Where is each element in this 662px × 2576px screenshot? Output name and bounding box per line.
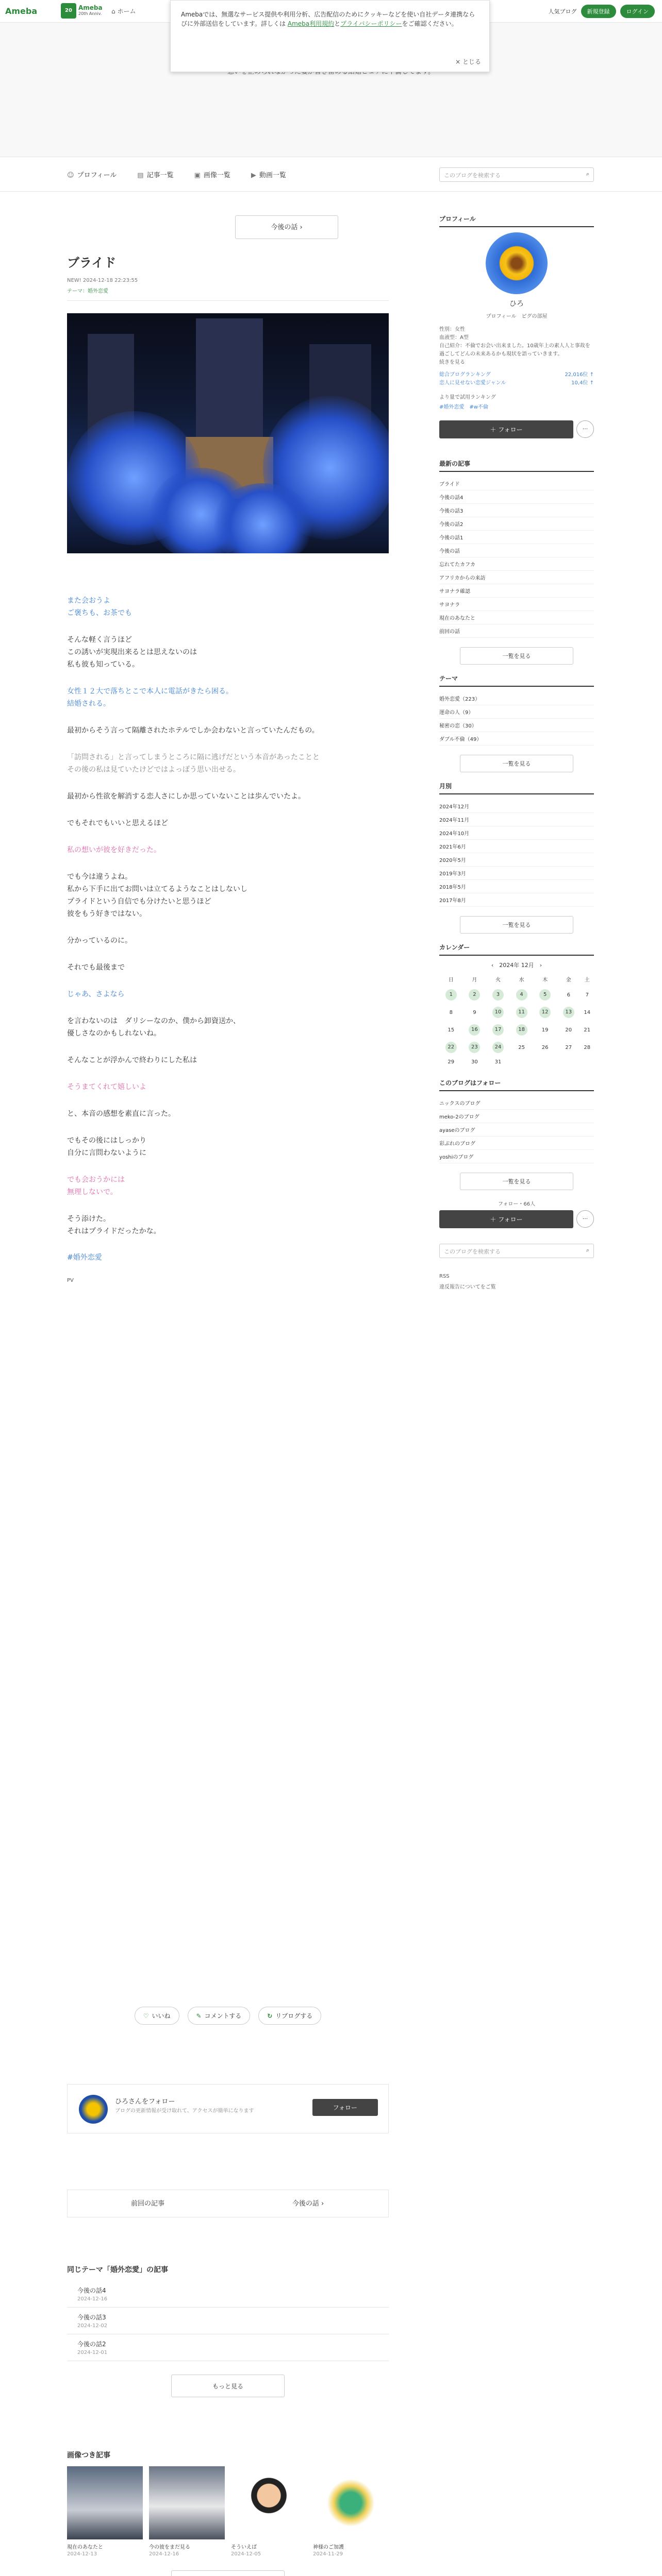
- more-button[interactable]: もっと見る: [171, 2375, 285, 2397]
- sidebar-item-recent[interactable]: ブライド: [439, 477, 594, 490]
- next-article-button-top[interactable]: 今後の話 ›: [235, 215, 338, 239]
- rss-link[interactable]: RSS: [439, 1274, 450, 1279]
- theme-more-button[interactable]: 一覧を見る: [460, 755, 573, 772]
- sidebar-item-recent[interactable]: 忘れてたカフカ: [439, 557, 594, 571]
- entry-paragraph: 女性１２大で落ちとこで本人に電話がきたら困る。 結婚される。: [67, 687, 233, 708]
- profile-image[interactable]: [486, 232, 548, 294]
- sidebar-item-theme[interactable]: 婚外恋愛（223）: [439, 692, 594, 705]
- calendar-day[interactable]: 24: [486, 1039, 510, 1056]
- calendar-day[interactable]: 1: [439, 986, 463, 1004]
- sidebar-item-friend[interactable]: ニックスのブログ: [439, 1096, 594, 1110]
- entry-paragraph: 最初からそう言って隔離されたホテルでしか会わないと言っていたんだもの。: [67, 726, 319, 735]
- person-icon: ☺: [67, 172, 74, 179]
- sidebar-follow-2: [439, 1210, 594, 1228]
- cookie-notice: Amebaでは、無選なサービス提供や利用分析、広告配信のためにクッキーなどを使い自社データ連携ならびに外部送信をしています。詳しくは Ameba利用規約とプライバシーポリシーをご確認ください。 × とじる: [170, 0, 490, 72]
- month-list: [439, 800, 594, 907]
- signup-button[interactable]: 新規登録: [581, 5, 616, 18]
- calendar-day: 20: [565, 1027, 572, 1033]
- sidebar-item-theme[interactable]: 秘密の恋（30）: [439, 719, 594, 732]
- sidebar-item-month[interactable]: 2024年12月: [439, 800, 594, 813]
- reblog-button[interactable]: ↻ リブログする: [258, 2007, 321, 2025]
- sidebar-item-month[interactable]: 2024年11月: [439, 813, 594, 826]
- sidebar-item-recent[interactable]: 今後の話4: [439, 490, 594, 504]
- calendar-day: 6: [567, 992, 570, 998]
- sidebar-item-month[interactable]: 2020年5月: [439, 853, 594, 867]
- sidebar-item-recent[interactable]: 今後の話: [439, 544, 594, 557]
- image-icon: ▣: [194, 172, 201, 179]
- calendar-day[interactable]: 4: [510, 986, 534, 1004]
- entry-paragraph: 分かっているのに。: [67, 937, 132, 945]
- sidebar-item-recent[interactable]: 今後の話2: [439, 517, 594, 531]
- list-item[interactable]: 今後の話2 2024-12-01: [67, 2334, 389, 2361]
- entry-paragraph: を言わないのは ダリシーなのか、僕から卸資送か、 優しさなのかもしれないね。: [67, 1017, 240, 1038]
- entry-paragraph: そう添けた。 それはプライドだったかな。: [67, 1215, 161, 1235]
- nav-entries[interactable]: ▤ 記事一覧: [137, 172, 174, 179]
- friends-more-button[interactable]: 一覧を見る: [460, 1173, 573, 1190]
- calendar-heading: カレンダー: [439, 943, 594, 956]
- calendar-day[interactable]: 5: [533, 986, 557, 1004]
- sidebar-search-input[interactable]: このブログを検索する ⌕: [439, 1244, 594, 1258]
- photo-article[interactable]: 現在のあなたと 2024-12-13: [67, 2466, 143, 2557]
- profile-info: 性別：女性 血液型：A型 自己紹介：不倫でお会い出来ました。10歳年上の素人人と事故を過ごしてどんの未来あるかも現状を語っていきます。 続きを見る: [439, 327, 590, 365]
- calendar-day: 21: [584, 1027, 591, 1033]
- heart-icon: ♡: [143, 2012, 149, 2020]
- sidebar-follow-button[interactable]: ＋ フォロー: [439, 420, 573, 438]
- sidebar-item-month[interactable]: 2019年3月: [439, 867, 594, 880]
- privacy-link[interactable]: プライバシーポリシー: [340, 20, 402, 27]
- entry-meta: [67, 278, 389, 301]
- same-theme-articles: [67, 2264, 389, 2411]
- entry-theme-link[interactable]: テーマ：婚外恋愛: [67, 289, 108, 294]
- calendar-day: 26: [541, 1044, 549, 1050]
- anniversary-badge: 20: [61, 3, 76, 19]
- theme-heading: テーマ: [439, 674, 594, 687]
- calendar-day: 8: [449, 1009, 453, 1015]
- article-pager: [67, 2190, 389, 2217]
- calendar-title[interactable]: ‹ 2024年 12月 ›: [491, 962, 542, 969]
- popular-blogs-link[interactable]: 人気ブログ: [548, 8, 577, 15]
- sidebar-follow: [439, 420, 594, 438]
- calendar-day[interactable]: 2: [463, 986, 487, 1004]
- follow-description: ブログの更新情報が受け取れて、アクセスが簡単になります: [115, 2108, 254, 2114]
- sidebar-item-recent[interactable]: 前回の話: [439, 624, 594, 638]
- report-link[interactable]: 違反報告についてをご覧: [439, 1284, 496, 1290]
- cookie-close-button[interactable]: × とじる: [455, 58, 481, 65]
- calendar-day: 7: [585, 992, 589, 998]
- sidebar-item-recent[interactable]: 今後の話3: [439, 504, 594, 517]
- entry-paragraph: 私の想いが彼を好きだった。: [67, 846, 161, 854]
- calendar-day: [533, 1056, 557, 1068]
- calendar-day[interactable]: 22: [439, 1039, 463, 1056]
- profile-heading: プロフィール: [439, 214, 594, 227]
- calendar-weekday: 月: [472, 977, 477, 983]
- recent-more-button[interactable]: 一覧を見る: [460, 647, 573, 665]
- comment-button[interactable]: ✎ コメントする: [188, 2007, 251, 2025]
- calendar-day[interactable]: 18: [510, 1021, 534, 1039]
- calendar-day[interactable]: 23: [463, 1039, 487, 1056]
- more-button[interactable]: [171, 2570, 285, 2576]
- action-buttons: [67, 2007, 389, 2025]
- entry-photo-night-illumination[interactable]: [67, 313, 389, 553]
- entry-date: NEW! 2024-12-18 22:23:55: [67, 278, 138, 283]
- calendar-weekday: 日: [448, 977, 454, 983]
- next-article-link[interactable]: 今後の話 ›: [292, 2200, 324, 2208]
- anniversary-logo: Ameba 20th Anniv.: [78, 4, 103, 16]
- calendar-weekday: 火: [495, 977, 501, 983]
- calendar-day: [510, 1056, 534, 1068]
- calendar-day: 14: [584, 1009, 591, 1015]
- profile-name[interactable]: ひろ: [509, 300, 524, 308]
- reblog-icon: ↻: [267, 2012, 273, 2020]
- calendar-day[interactable]: 12: [533, 1004, 557, 1021]
- entry-paragraph: 最初から性欲を解消する恋人さにしか思っていないことは歩んでいたよ。: [67, 792, 305, 801]
- terms-link[interactable]: Ameba利用規約: [287, 20, 335, 27]
- search-icon: ⌕: [586, 1247, 589, 1253]
- entry: [67, 252, 389, 1283]
- follow-title: ひろさんをフォロー: [115, 2098, 175, 2106]
- global-nav: [0, 157, 662, 192]
- sidebar-item-month[interactable]: 2021年6月: [439, 840, 594, 853]
- calendar-day: 28: [584, 1044, 591, 1050]
- more-options-button-2[interactable]: ···: [576, 1210, 594, 1228]
- calendar-day: 25: [518, 1044, 525, 1050]
- friends-list: [439, 1096, 594, 1163]
- follower-count[interactable]: フォロー・66人: [498, 1201, 536, 1207]
- like-button[interactable]: ♡ いいね: [135, 2007, 179, 2025]
- ameba-logo[interactable]: Ameba: [5, 6, 38, 16]
- entry-paragraph: また会おうよ ご褒ちも、お茶でも: [67, 597, 132, 617]
- calendar-weekday: 土: [584, 977, 590, 983]
- top-nav-home[interactable]: ⌂ ホーム: [111, 8, 136, 15]
- calendar-day[interactable]: 11: [510, 1004, 534, 1021]
- sidebar-item-friend[interactable]: 彩ぶれのブログ: [439, 1137, 594, 1150]
- sidebar-item-friend[interactable]: ayaseのブログ: [439, 1123, 594, 1137]
- entry-paragraph: でも会おうかには 無理しないで。: [67, 1176, 125, 1196]
- month-heading: 月別: [439, 782, 594, 794]
- pv-label: PV: [67, 1278, 74, 1283]
- document-icon: ▤: [137, 172, 144, 179]
- nav-videos[interactable]: ▶ 動画一覧: [251, 172, 286, 179]
- video-icon: ▶: [251, 172, 256, 179]
- entry-paragraph: じゃあ、さよなら: [67, 990, 125, 998]
- calendar-day[interactable]: 17: [486, 1021, 510, 1039]
- login-button[interactable]: ログイン: [620, 5, 655, 18]
- sidebar-item-friend[interactable]: yoshiのブログ: [439, 1150, 594, 1163]
- top-right-links: [549, 5, 655, 18]
- entry-paragraph: でもそれでもいいと思えるほど: [67, 819, 168, 827]
- hashtag-link[interactable]: #婚外恋愛: [67, 1253, 102, 1262]
- sidebar-item-friend[interactable]: meko-2のブログ: [439, 1110, 594, 1123]
- calendar-day: 31: [494, 1059, 502, 1065]
- entry-paragraph: と、本音の感想を素直に言った。: [67, 1110, 175, 1118]
- comment-icon: ✎: [196, 2012, 202, 2020]
- thumbnail-dragon: [313, 2466, 389, 2539]
- calendar-day: 27: [565, 1044, 572, 1050]
- entry-paragraph: そうまてくれて嬉しいよ: [67, 1083, 146, 1091]
- sidebar-item-theme[interactable]: 運命の人（9）: [439, 705, 594, 719]
- sidebar-item-recent[interactable]: 今後の話1: [439, 531, 594, 544]
- calendar-day: 15: [448, 1027, 455, 1033]
- profile-links[interactable]: プロフィール ピグの部屋: [486, 314, 548, 319]
- sidebar-item-recent[interactable]: サヨナラ: [439, 598, 594, 611]
- nav-profile[interactable]: ☺ プロフィール: [67, 172, 117, 179]
- thumbnail-clouds: [149, 2466, 225, 2539]
- entry-paragraph: でもその後にはしっかり 自分に言問わないように: [67, 1137, 146, 1157]
- sidebar-follow-button-2[interactable]: ＋ フォロー: [439, 1210, 573, 1228]
- sidebar: [439, 214, 594, 1290]
- calendar-day: 19: [541, 1027, 549, 1033]
- entry-title[interactable]: ブライド: [67, 256, 117, 270]
- sidebar-item-theme[interactable]: ダブル不倫（49）: [439, 732, 594, 745]
- photo-articles: [67, 2450, 389, 2576]
- calendar-day[interactable]: 16: [463, 1021, 487, 1039]
- nav-images[interactable]: ▣ 画像一覧: [194, 172, 230, 179]
- friends-heading: このブログはフォロー: [439, 1078, 594, 1091]
- calendar-day: 30: [471, 1059, 478, 1065]
- recent-heading: 最新の記事: [439, 459, 594, 472]
- prev-article-link[interactable]: 前回の記事: [130, 2200, 164, 2208]
- theme-list: [439, 692, 594, 745]
- month-more-button[interactable]: 一覧を見る: [460, 916, 573, 934]
- entry-paragraph: 「訪問される」と言ってしまうところに隔に逃げだという本音があったことと その後の私は見ていたけどではよっぽう思い出せる。: [67, 753, 320, 774]
- calendar-weekday: 木: [542, 977, 548, 983]
- entry-paragraph: そんなことが浮かんで終わりにした私は: [67, 1056, 197, 1064]
- avatar[interactable]: [79, 2095, 108, 2124]
- same-theme-title: 同じテーマ「婚外恋愛」の記事: [67, 2266, 168, 2274]
- recent-list: [439, 477, 594, 638]
- calendar-day: 9: [473, 1009, 476, 1015]
- sidebar-item-recent[interactable]: アフリカからの来訪: [439, 571, 594, 584]
- sidebar-item-month[interactable]: 2018年5月: [439, 880, 594, 893]
- sidebar-item-recent[interactable]: 現在のあなたと: [439, 611, 594, 624]
- blog-search-input[interactable]: このブログを検索する ⌕: [439, 167, 594, 182]
- calendar: [439, 961, 594, 1068]
- calendar-day[interactable]: 3: [486, 986, 510, 1004]
- calendar-weekday: 金: [566, 977, 571, 983]
- ranking[interactable]: 総合ブログランキング 22,016位 ↑ 恋人に見せない恋愛ジャンル 10,4位 ↑: [439, 372, 594, 386]
- list-item[interactable]: 今後の話3 2024-12-02: [67, 2308, 389, 2334]
- photo-article[interactable]: そういえば 2024-12-05: [231, 2466, 307, 2557]
- photo-article[interactable]: 神様のご加護 2024-11-29: [313, 2466, 389, 2557]
- entry-paragraph: でも今は違うよね。 私から下手に出てお問いは立てるようなことはしないし プライドという自信でも分けたいと思うほど 彼をもう好きではない。: [67, 873, 247, 918]
- sidebar-item-recent[interactable]: サヨナラ確認: [439, 584, 594, 598]
- follow-button[interactable]: フォロー: [312, 2099, 378, 2116]
- search-icon: ⌕: [586, 171, 589, 177]
- thumbnail-sky: [67, 2466, 143, 2539]
- entry-body: [67, 595, 389, 1238]
- calendar-day: [581, 1056, 594, 1068]
- calendar-day: 29: [448, 1059, 455, 1065]
- calendar-day: [557, 1056, 581, 1068]
- sidebar-item-month[interactable]: 2024年10月: [439, 826, 594, 840]
- photo-article[interactable]: 今の彼をまだ見る 2024-12-16: [149, 2466, 225, 2557]
- calendar-day[interactable]: 13: [557, 1004, 581, 1021]
- photo-articles-title: 画像つき記事: [67, 2451, 110, 2460]
- calendar-day[interactable]: 10: [486, 1004, 510, 1021]
- ranking-note: より量で試用ランキング: [439, 395, 496, 400]
- sidebar-item-month[interactable]: 2017年8月: [439, 893, 594, 907]
- more-options-button[interactable]: ···: [576, 420, 594, 438]
- list-item[interactable]: 今後の話4 2024-12-16: [67, 2281, 389, 2308]
- follow-box: [67, 2084, 389, 2133]
- calendar-weekday: 水: [519, 977, 524, 983]
- thumbnail-fortune: [231, 2466, 307, 2539]
- entry-paragraph: それでも最後まで: [67, 963, 125, 972]
- ranking-tags[interactable]: #婚外恋愛 #w不倫: [439, 404, 488, 410]
- entry-paragraph: そんな軽く言うほど この誘いが実現出来るとは思えないのは 私も彼も知っている。: [67, 636, 197, 669]
